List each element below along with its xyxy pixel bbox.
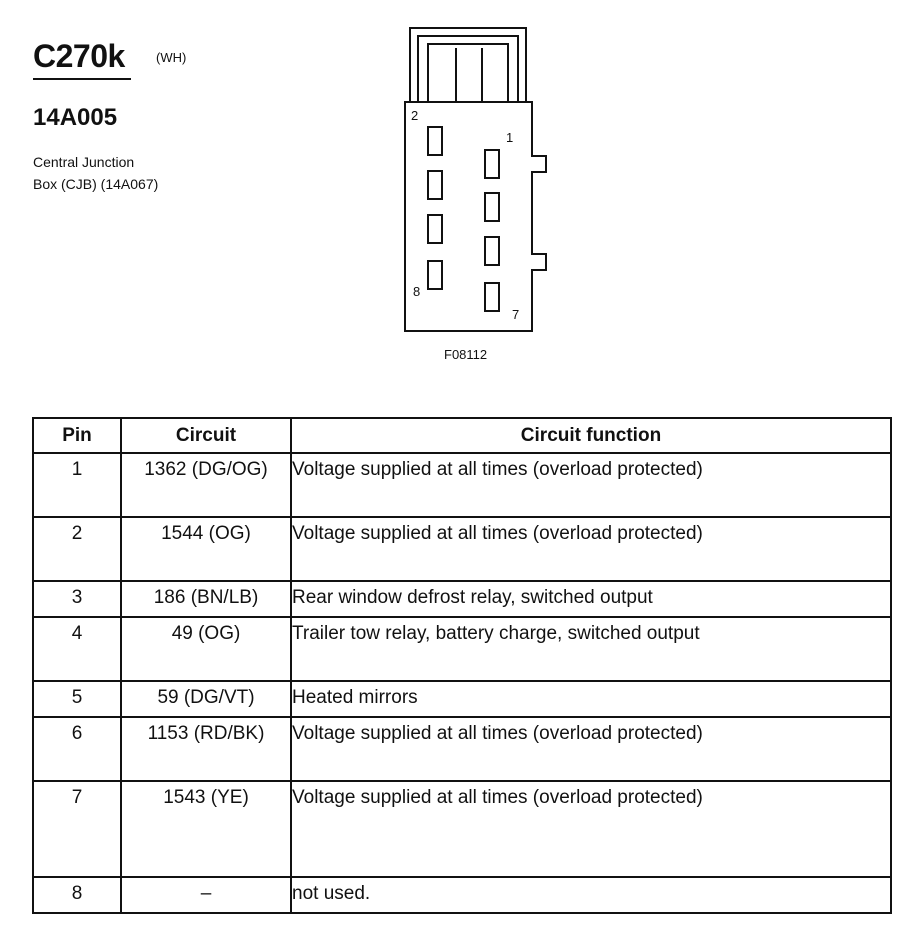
- cell-circuit: 186 (BN/LB): [121, 581, 291, 617]
- cell-circuit: 59 (DG/VT): [121, 681, 291, 717]
- cell-pin: 4: [33, 617, 121, 681]
- description-line-1: Central Junction: [33, 154, 135, 170]
- cell-circuit: 49 (OG): [121, 617, 291, 681]
- table-row: [33, 781, 891, 877]
- cell-pin: 1: [33, 453, 121, 517]
- cell-function: Trailer tow relay, battery charge, switched output: [291, 617, 891, 681]
- table-row: [33, 617, 891, 681]
- figure-id: F08112: [444, 347, 488, 362]
- cell-function: not used.: [291, 877, 891, 913]
- terminal-2: [428, 127, 442, 155]
- pin-table: [32, 417, 892, 914]
- col-header-pin: Pin: [33, 418, 121, 453]
- table-row: [33, 453, 891, 517]
- col-header-function: Circuit function: [291, 418, 891, 453]
- table-row: [33, 877, 891, 913]
- description-line-2: Box (CJB) (14A067): [33, 176, 159, 192]
- cell-circuit: –: [121, 877, 291, 913]
- table-row: [33, 681, 891, 717]
- table-row: [33, 517, 891, 581]
- table-row: [33, 581, 891, 617]
- terminal-1: [485, 150, 499, 178]
- cell-function: Voltage supplied at all times (overload protected): [291, 453, 891, 517]
- terminal-5: [485, 237, 499, 265]
- cell-circuit: 1544 (OG): [121, 517, 291, 581]
- cell-function: Heated mirrors: [291, 681, 891, 717]
- connector-color-code: (WH): [156, 50, 187, 65]
- pin-label-8: 8: [413, 284, 421, 299]
- cell-circuit: 1543 (YE): [121, 781, 291, 877]
- table-row: [33, 717, 891, 781]
- connector-id: C270k: [33, 38, 125, 74]
- cell-circuit: 1362 (DG/OG): [121, 453, 291, 517]
- part-number: 14A005: [33, 104, 118, 131]
- pin-label-7: 7: [512, 307, 520, 322]
- cell-function: Rear window defrost relay, switched output: [291, 581, 891, 617]
- cell-pin: 2: [33, 517, 121, 581]
- cell-pin: 5: [33, 681, 121, 717]
- connector-housing: [405, 102, 546, 331]
- pin-label-1: 1: [506, 130, 514, 145]
- title-underline: [33, 78, 131, 80]
- terminal-6: [428, 215, 442, 243]
- terminal-4: [428, 171, 442, 199]
- cell-function: Voltage supplied at all times (overload protected): [291, 781, 891, 877]
- col-header-circuit: Circuit: [121, 418, 291, 453]
- terminal-7: [485, 283, 499, 311]
- pin-label-2: 2: [411, 108, 419, 123]
- cell-circuit: 1153 (RD/BK): [121, 717, 291, 781]
- cell-pin: 6: [33, 717, 121, 781]
- cell-pin: 3: [33, 581, 121, 617]
- table-header-row: [33, 418, 891, 453]
- terminal-8: [428, 261, 442, 289]
- cell-pin: 8: [33, 877, 121, 913]
- terminal-3: [485, 193, 499, 221]
- cell-function: Voltage supplied at all times (overload protected): [291, 517, 891, 581]
- cell-function: Voltage supplied at all times (overload protected): [291, 717, 891, 781]
- connector-face-diagram: [396, 20, 556, 340]
- cell-pin: 7: [33, 781, 121, 877]
